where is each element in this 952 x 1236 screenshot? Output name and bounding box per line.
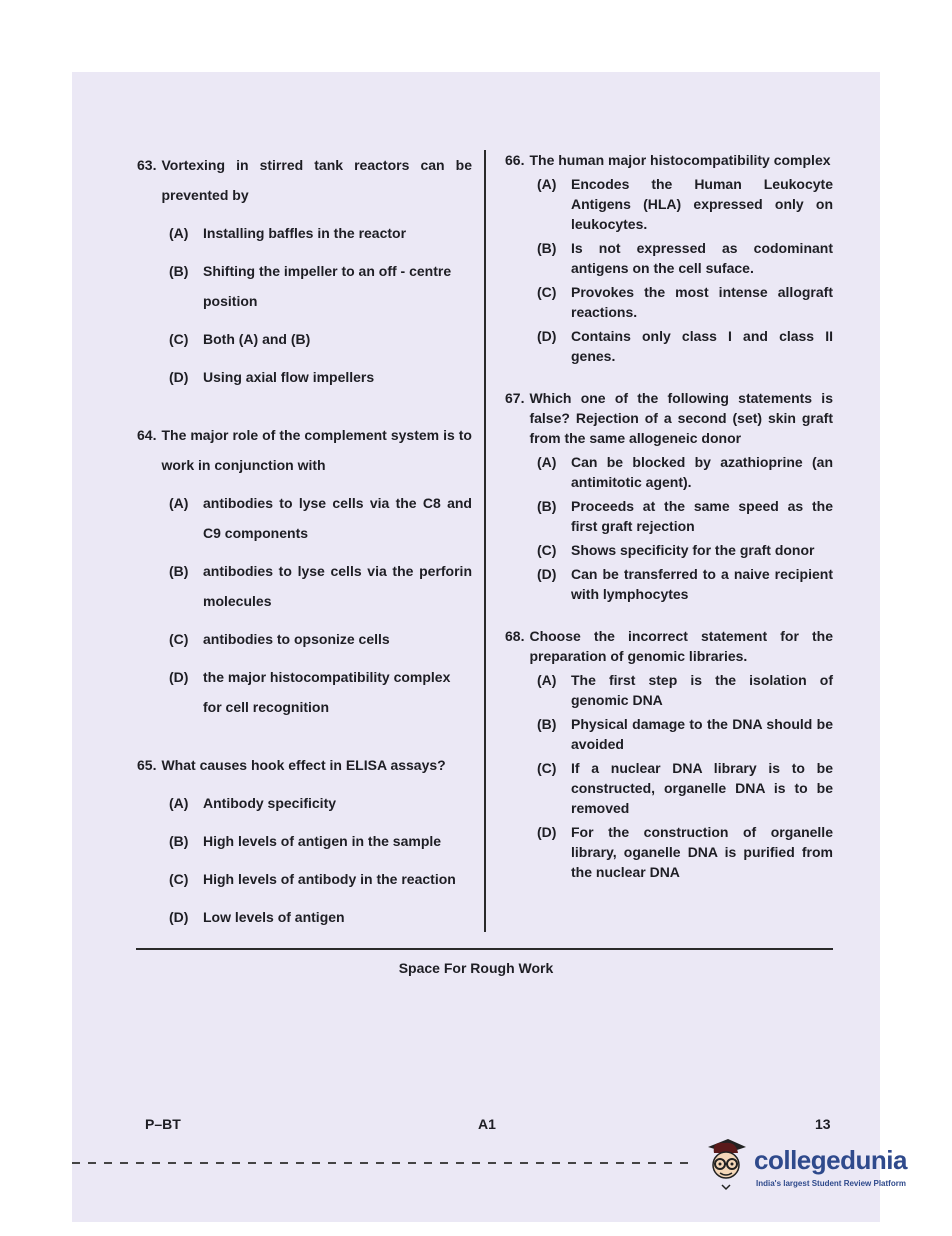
question-number: 65.	[137, 757, 157, 773]
option-text: Antibody specificity	[203, 795, 337, 811]
option-label: (B)	[169, 833, 189, 849]
option-label: (D)	[169, 909, 189, 925]
column-divider	[484, 150, 486, 932]
rough-work-label: Space For Rough Work	[398, 960, 554, 976]
left-column	[137, 150, 472, 932]
option-label: (C)	[169, 871, 189, 887]
option-a	[137, 488, 472, 548]
option-c	[137, 864, 472, 894]
option-a	[537, 670, 833, 710]
option-text: Is not expressed as codominant antigens on the cell suface.	[571, 240, 833, 276]
right-column	[505, 150, 833, 882]
option-c	[137, 324, 472, 354]
option-text: Provokes the most intense allograft reactions.	[571, 284, 833, 320]
option-text: Encodes the Human Leukocyte Antigens (HLA) expressed only on leukocytes.	[571, 176, 833, 232]
option-b	[537, 238, 833, 278]
option-label: (B)	[169, 263, 189, 279]
option-c	[537, 758, 833, 818]
option-label: (A)	[537, 672, 557, 688]
option-label: (C)	[169, 331, 189, 347]
option-label: (B)	[537, 716, 557, 732]
option-text: Both (A) and (B)	[203, 331, 311, 347]
option-b	[137, 556, 472, 616]
option-label: (D)	[169, 369, 189, 385]
option-label: (C)	[537, 542, 557, 558]
option-label: (D)	[537, 566, 557, 582]
logo-tagline: India's largest Student Review Platform	[756, 1179, 906, 1188]
question-64	[137, 420, 472, 722]
question-65	[137, 750, 472, 932]
option-b	[137, 826, 472, 856]
option-a	[137, 218, 472, 248]
mascot-icon	[700, 1133, 750, 1193]
page-number: 13	[815, 1116, 831, 1132]
option-label: (B)	[537, 498, 557, 514]
option-text: antibodies to lyse cells via the perforin molecules	[203, 563, 472, 609]
logo-wordmark: collegedunia	[754, 1145, 907, 1175]
option-b	[537, 714, 833, 754]
question-number: 63.	[137, 157, 157, 173]
option-label: (C)	[537, 284, 557, 300]
option-label: (B)	[169, 563, 189, 579]
option-text: If a nuclear DNA library is to be constructed, organelle DNA is to be removed	[571, 760, 833, 816]
option-c	[537, 540, 833, 560]
option-d	[537, 822, 833, 882]
option-text: Using axial flow impellers	[203, 369, 375, 385]
option-text: For the construction of organelle library, oganelle DNA is purified from the nuclear DNA	[571, 824, 833, 880]
option-text: Low levels of antigen	[203, 909, 345, 925]
option-label: (D)	[537, 328, 557, 344]
option-a	[537, 174, 833, 234]
question-text: What causes hook effect in ELISA assays?	[161, 757, 446, 773]
rough-work-rule	[136, 948, 833, 950]
option-d	[137, 362, 472, 392]
option-text: Can be blocked by azathioprine (an antimitotic agent).	[571, 454, 833, 490]
option-d	[537, 326, 833, 366]
option-text: Shows specificity for the graft donor	[571, 542, 815, 558]
option-label: (D)	[537, 824, 557, 840]
question-63	[137, 150, 472, 392]
option-text: High levels of antibody in the reaction	[203, 871, 456, 887]
option-label: (A)	[537, 454, 557, 470]
paper-code: P–BT	[145, 1116, 181, 1132]
option-label: (A)	[537, 176, 557, 192]
option-text: antibodies to opsonize cells	[203, 631, 390, 647]
question-number: 64.	[137, 427, 157, 443]
option-label: (C)	[537, 760, 557, 776]
option-text: the major histocompatibility complex for cell recognition	[203, 669, 451, 715]
question-66	[505, 150, 833, 366]
option-text: Shifting the impeller to an off - centre position	[203, 263, 452, 309]
question-text: Vortexing in stirred tank reactors can be prevented by	[161, 157, 472, 203]
option-text: Can be transferred to a naive recipient with lymphocytes	[571, 566, 833, 602]
question-number: 66.	[505, 152, 525, 168]
question-67	[505, 388, 833, 604]
option-label: (A)	[169, 795, 189, 811]
option-text: Installing baffles in the reactor	[203, 225, 407, 241]
option-text: Contains only class I and class II genes.	[571, 328, 833, 364]
booklet-code: A1	[478, 1116, 496, 1132]
option-d	[537, 564, 833, 604]
option-a	[537, 452, 833, 492]
option-label: (D)	[169, 669, 189, 685]
question-68	[505, 626, 833, 882]
question-number: 67.	[505, 390, 525, 406]
option-c	[537, 282, 833, 322]
cut-line	[72, 1162, 692, 1164]
option-text: Physical damage to the DNA should be avoided	[571, 716, 833, 752]
question-number: 68.	[505, 628, 525, 644]
collegedunia-logo	[700, 1133, 930, 1193]
option-text: antibodies to lyse cells via the C8 and C9 components	[203, 495, 472, 541]
option-text: The first step is the isolation of genomic DNA	[571, 672, 833, 708]
option-text: Proceeds at the same speed as the first graft rejection	[571, 498, 833, 534]
question-text: Choose the incorrect statement for the preparation of genomic libraries.	[529, 628, 833, 664]
option-b	[537, 496, 833, 536]
question-text: The human major histocompatibility complex	[529, 152, 831, 168]
option-label: (C)	[169, 631, 189, 647]
option-c	[137, 624, 472, 654]
option-a	[137, 788, 472, 818]
option-label: (A)	[169, 225, 189, 241]
option-d	[137, 902, 472, 932]
option-d	[137, 662, 472, 722]
option-text: High levels of antigen in the sample	[203, 833, 442, 849]
option-label: (B)	[537, 240, 557, 256]
question-text: Which one of the following statements is false? Rejection of a second (set) skin graft from the same allogeneic donor	[529, 390, 833, 446]
question-text: The major role of the complement system is to work in conjunction with	[161, 427, 472, 473]
option-label: (A)	[169, 495, 189, 511]
option-b	[137, 256, 472, 316]
